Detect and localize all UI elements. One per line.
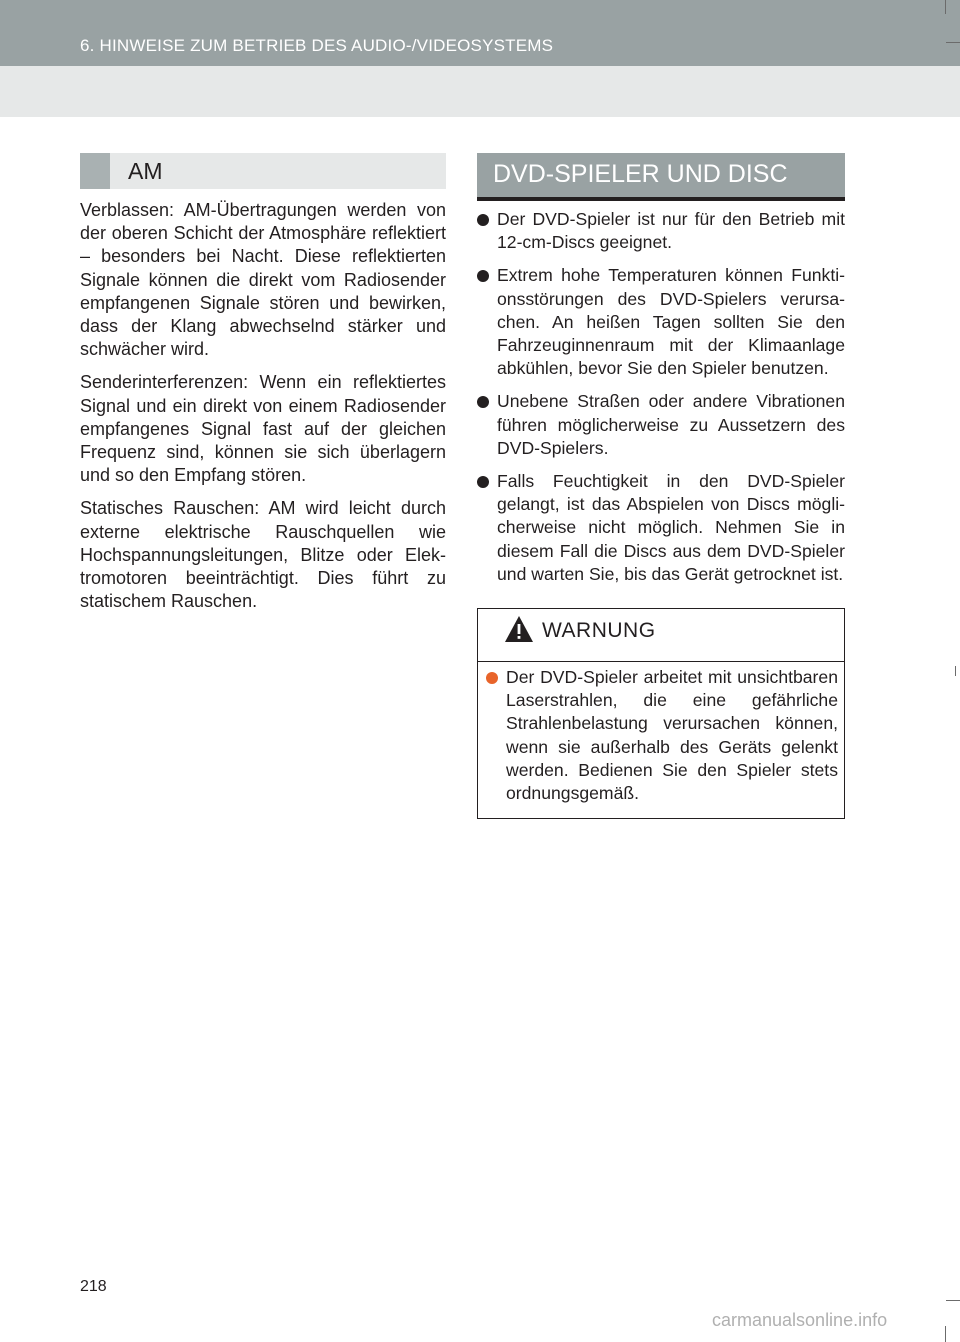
section-title: AM bbox=[128, 158, 163, 184]
divider bbox=[478, 661, 844, 662]
warning-box bbox=[477, 608, 845, 819]
list-item-text: Unebene Straßen oder andere Vibrationen führen möglicherweise zu Aussetzern des DVD-Spielers. bbox=[497, 391, 845, 458]
warning-body bbox=[486, 666, 838, 815]
section-header-tab bbox=[80, 153, 110, 189]
crop-mark bbox=[946, 42, 960, 43]
crop-mark bbox=[945, 1326, 946, 1342]
bullet-icon bbox=[477, 476, 489, 488]
paragraph: Verblassen: AM-Übertragungen werden von der oberen Schicht der Atmosphäre reflektiert – besonders bei Nacht. Diese reflektierten Signale können die direkt vom Radiosender empfangenen Signale stören und bewirken, dass der Klang abwechselnd stärker und schwächer wird. bbox=[80, 200, 446, 360]
warning-title: WARNUNG bbox=[542, 619, 656, 642]
bullet-icon bbox=[477, 214, 489, 226]
list-item bbox=[477, 264, 845, 380]
list-item bbox=[486, 666, 838, 805]
bullet-icon bbox=[477, 396, 489, 408]
crop-mark bbox=[945, 0, 946, 14]
list-item bbox=[477, 390, 845, 460]
chapter-bar bbox=[0, 0, 960, 66]
section-title: DVD-SPIELER UND DISC bbox=[493, 160, 788, 188]
section-header-am bbox=[80, 153, 446, 189]
dvd-bullet-list bbox=[477, 208, 845, 596]
list-item-text: Der DVD-Spieler arbeitet mit unsichtbaren Laserstrahlen, die eine gefährliche Strahlenbelastung verursachen können, wenn sie außerhalb des Geräts gelenkt werden. Bedienen Sie den Spieler stets ordnungsgemäß. bbox=[506, 667, 838, 804]
paragraph: Statisches Rauschen: AM wird leicht durch externe elektrische Rauschquellen wie Hochspannungsleitungen, Blitze oder Elektromotoren beeinträchtigt. Dies führt zu statischem Rauschen. bbox=[80, 498, 446, 612]
list-item-text: Der DVD-Spieler ist nur für den Betrieb mit 12-cm-Discs geeignet. bbox=[497, 209, 845, 253]
list-item bbox=[477, 208, 845, 254]
list-item-text: Extrem hohe Temperaturen können Funktionsstörungen des DVD-Spielers verursachen. An heißen Tagen sollten Sie den Fahrzeuginnenraum mit der Klimaanlage abkühlen, bevor Sie den Spieler benutzen. bbox=[497, 265, 845, 379]
watermark: carmanualsonline.info bbox=[712, 1310, 888, 1330]
bullet-icon bbox=[477, 270, 489, 282]
paragraph: Senderinterferenzen: Wenn ein reflektiertes Signal und ein direkt von einem Radiosender empfangenes Signal fast auf der gleichen Frequenz sind, können sie sich überlagern und so den Empfang stören. bbox=[80, 372, 446, 486]
warning-triangle-icon bbox=[504, 615, 534, 643]
crop-mark bbox=[955, 666, 956, 676]
chapter-title: 6. HINWEISE ZUM BETRIEB DES AUDIO-/VIDEOSYSTEMS bbox=[80, 36, 554, 55]
section-header-dvd bbox=[477, 153, 845, 201]
list-item bbox=[477, 470, 845, 586]
list-item-text: Falls Feuchtigkeit in den DVD-Spieler gelangt, ist das Abspielen von Discs möglicherweise nicht möglich. Nehmen Sie in diesem Fall die Discs aus dem DVD-Spieler und warten Sie, bis das Gerät getrocknet ist. bbox=[497, 471, 845, 584]
am-text-column bbox=[80, 199, 446, 623]
bullet-icon bbox=[486, 672, 498, 684]
crop-mark bbox=[946, 1300, 960, 1301]
page-number: 218 bbox=[80, 1278, 107, 1295]
warning-header bbox=[478, 609, 844, 651]
